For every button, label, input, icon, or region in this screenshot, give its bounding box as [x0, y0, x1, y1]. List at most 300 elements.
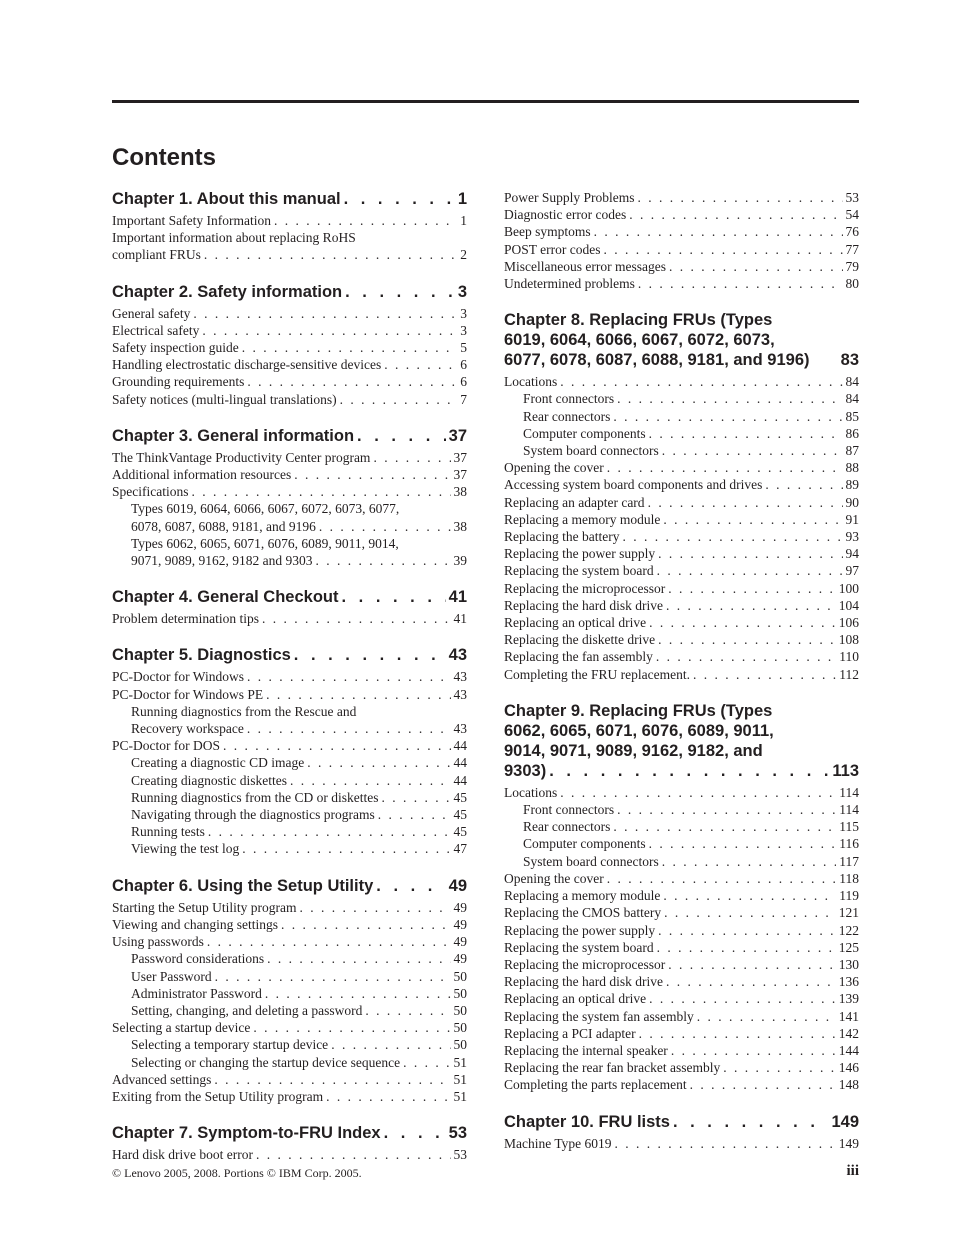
toc-entry-title: Replacing the battery: [504, 529, 620, 545]
dot-leader: [214, 1071, 450, 1088]
dot-leader: [594, 223, 843, 240]
toc-page-number: 54: [845, 207, 859, 223]
toc-entry-title-line: Types 6019, 6064, 6066, 6067, 6072, 6073, 6077,: [131, 501, 400, 517]
toc-entry-title: The ThinkVantage Productivity Center program: [112, 449, 371, 465]
toc-entry[interactable]: [504, 223, 859, 240]
section-gap: [112, 569, 467, 587]
toc-entry[interactable]: [112, 1146, 467, 1163]
dot-leader: [613, 818, 836, 835]
toc-entry[interactable]: [112, 899, 467, 916]
section-gap: [112, 408, 467, 426]
toc-entry-title: 9071, 9089, 9162, 9182 and 9303: [131, 553, 313, 569]
toc-page-number: 49: [453, 899, 467, 915]
toc-page-number: 83: [840, 351, 859, 370]
toc-page-number: 49: [453, 916, 467, 932]
toc-page-number: 43: [448, 646, 467, 665]
toc-page-number: 50: [453, 1020, 467, 1036]
toc-entry-title: Front connectors: [523, 802, 615, 818]
toc-entry[interactable]: [504, 614, 859, 631]
toc-page-number: 139: [838, 991, 859, 1007]
toc-entry-title: Replacing the diskette drive: [504, 632, 656, 648]
toc-entry[interactable]: [504, 818, 859, 835]
toc-page-number: 116: [839, 836, 859, 852]
dot-leader: [262, 610, 451, 627]
toc-entry[interactable]: [504, 648, 859, 665]
toc-page-number: 114: [839, 784, 859, 800]
section-gap: [504, 292, 859, 310]
toc-entry-title: Creating diagnostic diskettes: [131, 772, 287, 788]
toc-page-number: 49: [448, 876, 467, 895]
dot-leader: [638, 275, 843, 292]
page-number: iii: [846, 1163, 859, 1179]
toc-entry-title: Advanced settings: [112, 1071, 212, 1087]
dot-leader: [267, 950, 450, 967]
toc-page-number: 1: [460, 213, 467, 228]
toc-entry-title: Password considerations: [131, 951, 265, 967]
toc-entry[interactable]: [504, 1042, 859, 1059]
toc-entry-title: General safety: [112, 305, 191, 321]
toc-chapter-entry[interactable]: [112, 587, 467, 607]
toc-entry[interactable]: [504, 494, 859, 511]
toc-page-number: 50: [453, 1037, 467, 1053]
toc-entry[interactable]: [112, 1002, 467, 1019]
toc-entry-title-line: Chapter 9. Replacing FRUs (Types: [504, 701, 773, 720]
toc-entry-title: System board connectors: [523, 853, 659, 869]
toc-chapter-entry[interactable]: [112, 426, 467, 446]
dot-leader: [294, 645, 446, 665]
dot-leader: [341, 587, 445, 607]
toc-page-number: 130: [838, 956, 859, 972]
toc-entry-title: Replacing the microprocessor: [504, 580, 666, 596]
toc-entry-title-line: 6019, 6064, 6066, 6067, 6072, 6073,: [504, 331, 775, 350]
toc-entry-title: Opening the cover: [504, 870, 604, 886]
toc-entry[interactable]: [504, 476, 859, 493]
dot-leader: [365, 1002, 450, 1019]
toc-page-number: 37: [453, 449, 467, 465]
dot-leader: [617, 390, 842, 407]
toc-page-number: 49: [453, 934, 467, 950]
dot-leader: [204, 246, 457, 263]
toc-entry-title: Replacing the system fan assembly: [504, 1008, 694, 1024]
toc-page-number: 84: [845, 391, 859, 407]
dot-leader: [693, 666, 836, 683]
toc-page-number: 45: [453, 789, 467, 805]
toc-entry[interactable]: [504, 870, 859, 887]
dot-leader: [344, 189, 455, 209]
toc-page-number: 53: [453, 1147, 467, 1163]
toc-page-number: 50: [453, 968, 467, 984]
toc-page-number: 136: [838, 974, 859, 990]
dot-leader: [247, 668, 451, 685]
toc-entry[interactable]: [112, 772, 467, 789]
toc-entry-title: Chapter 1. About this manual: [112, 190, 341, 208]
toc-entry[interactable]: [504, 801, 859, 818]
toc-entry-title: Miscellaneous error messages: [504, 258, 666, 274]
dot-leader: [657, 562, 843, 579]
dot-leader: [373, 449, 450, 466]
toc-entry[interactable]: [504, 887, 859, 904]
toc-entry-title: 6078, 6087, 6088, 9181, and 9196: [131, 518, 316, 534]
toc-entry-title: Starting the Setup Utility program: [112, 899, 297, 915]
toc-page-number: 146: [838, 1060, 859, 1076]
toc-page-number: 50: [453, 1002, 467, 1018]
toc-entry[interactable]: [504, 528, 859, 545]
dot-leader: [663, 511, 842, 528]
toc-page-number: 108: [838, 632, 859, 648]
toc-entry-title: PC-Doctor for DOS: [112, 738, 220, 754]
toc-page-number: 41: [453, 611, 467, 627]
toc-page-number: 89: [845, 477, 859, 493]
toc-entry-title: Chapter 2. Safety information: [112, 282, 343, 301]
toc-page-number: 3: [457, 282, 467, 301]
toc-entry[interactable]: [504, 904, 859, 921]
toc-entry[interactable]: [504, 973, 859, 990]
toc-entry[interactable]: [112, 305, 467, 322]
toc-entry-title: Machine Type 6019: [504, 1135, 612, 1151]
toc-entry-title: Rear connectors: [523, 819, 611, 835]
toc-entry[interactable]: [112, 212, 467, 229]
dot-leader: [666, 973, 836, 990]
toc-entry-title: Chapter 5. Diagnostics: [112, 646, 291, 665]
dot-leader: [658, 545, 842, 562]
toc-entry[interactable]: [504, 206, 859, 223]
toc-page-number: 39: [453, 553, 467, 569]
dot-leader: [658, 922, 836, 939]
dot-leader: [657, 939, 836, 956]
toc-entry[interactable]: [112, 339, 467, 356]
toc-page-number: 149: [838, 1135, 859, 1151]
toc-entry-title: Running diagnostics from the CD or diskettes: [131, 789, 379, 805]
dot-leader: [256, 1146, 451, 1163]
dot-leader: [376, 876, 445, 896]
toc-entry-title: Chapter 10. FRU lists: [504, 1112, 670, 1131]
dot-leader: [247, 373, 457, 390]
toc-entry[interactable]: [504, 373, 859, 390]
toc-page-number: 110: [839, 649, 859, 665]
toc-entry[interactable]: [112, 1088, 467, 1105]
toc-entry[interactable]: [112, 391, 467, 408]
toc-page-number: 7: [460, 391, 467, 407]
toc-entry[interactable]: [504, 1025, 859, 1042]
toc-entry[interactable]: [112, 968, 467, 985]
toc-entry[interactable]: [112, 823, 467, 840]
toc-chapter-entry[interactable]: [504, 310, 859, 370]
dot-leader: [638, 189, 843, 206]
toc-entry[interactable]: [504, 511, 859, 528]
toc-entry-title: Front connectors: [523, 391, 615, 407]
toc-entry[interactable]: [504, 784, 859, 801]
toc-entry-title: Undetermined problems: [504, 276, 635, 292]
toc-entry-title: Replacing a PCI adapter: [504, 1025, 636, 1041]
toc-entry[interactable]: [504, 442, 859, 459]
toc-entry-title: Running tests: [131, 824, 205, 840]
dot-leader: [384, 1123, 446, 1143]
toc-entry-title: Safety inspection guide: [112, 340, 239, 356]
dot-leader: [607, 459, 843, 476]
toc-entry-title: Specifications: [112, 484, 189, 500]
toc-entry[interactable]: [504, 241, 859, 258]
section-gap: [112, 1105, 467, 1123]
toc-page-number: 45: [453, 807, 467, 823]
dot-leader: [208, 823, 451, 840]
dot-leader: [649, 990, 836, 1007]
toc-entry-title: Replacing the rear fan bracket assembly: [504, 1060, 721, 1076]
toc-page-number: 38: [453, 484, 467, 500]
toc-entry[interactable]: [112, 916, 467, 933]
toc-entry[interactable]: [112, 373, 467, 390]
toc-page-number: 119: [839, 888, 859, 904]
toc-entry-title: Replacing the hard disk drive: [504, 974, 663, 990]
dot-leader: [663, 887, 836, 904]
toc-chapter-entry[interactable]: [112, 282, 467, 302]
dot-leader: [649, 614, 836, 631]
toc-page-number: 6: [460, 357, 467, 373]
toc-entry-title: Replacing an adapter card: [504, 494, 645, 510]
toc-page-number: 104: [838, 597, 859, 613]
toc-entry-title: Chapter 4. General Checkout: [112, 588, 339, 607]
toc-page-number: 41: [448, 588, 467, 607]
toc-entry[interactable]: [112, 933, 467, 950]
toc-page-number: 91: [845, 511, 859, 527]
toc-entry-title: Opening the cover: [504, 460, 604, 476]
dot-leader: [266, 686, 450, 703]
toc-entry-title: Rear connectors: [523, 408, 611, 424]
dot-leader: [316, 552, 451, 569]
toc-entry-title: Creating a diagnostic CD image: [131, 755, 305, 771]
toc-entry[interactable]: [504, 631, 859, 648]
toc-page-number: 45: [453, 824, 467, 840]
toc-entry[interactable]: [504, 1008, 859, 1025]
toc-entry[interactable]: [504, 189, 859, 206]
toc-entry[interactable]: [112, 668, 467, 685]
dot-leader: [607, 870, 837, 887]
toc-entry-title-line: Running diagnostics from the Rescue and: [131, 703, 357, 719]
toc-entry-title: Safety notices (multi-lingual translations): [112, 391, 337, 407]
toc-entry[interactable]: [112, 1019, 467, 1036]
toc-page-number: 1: [457, 190, 467, 208]
dot-leader: [656, 648, 836, 665]
dot-leader: [649, 425, 843, 442]
toc-entry-title: Hard disk drive boot error: [112, 1147, 253, 1163]
toc-entry-title: Replacing the microprocessor: [504, 956, 666, 972]
toc-entry[interactable]: [504, 580, 859, 597]
toc-entry[interactable]: [112, 985, 467, 1002]
toc-entry[interactable]: [112, 737, 467, 754]
dot-leader: [242, 339, 458, 356]
toc-entry-title: 9303): [504, 761, 547, 780]
toc-entry-title: Handling electrostatic discharge-sensitive devices: [112, 357, 382, 373]
dot-leader: [253, 1019, 450, 1036]
toc-entry[interactable]: [504, 853, 859, 870]
toc-entry[interactable]: [504, 408, 859, 425]
dot-leader: [345, 282, 455, 302]
dot-leader: [378, 806, 451, 823]
dot-leader: [662, 442, 843, 459]
toc-left-column: [112, 189, 467, 1163]
dot-leader: [191, 483, 450, 500]
toc-page-number: 43: [453, 721, 467, 737]
toc-page-number: 53: [448, 1124, 467, 1143]
dot-leader: [357, 426, 446, 446]
toc-page-number: 80: [845, 276, 859, 292]
toc-entry-title: Recovery workspace: [131, 721, 244, 737]
toc-entry[interactable]: [112, 229, 467, 263]
toc-entry[interactable]: [504, 425, 859, 442]
toc-entry[interactable]: [112, 754, 467, 771]
dot-leader: [658, 631, 836, 648]
toc-page-number: 6: [460, 374, 467, 390]
dot-leader: [247, 720, 451, 737]
toc-entry-title: Replacing the internal speaker: [504, 1042, 668, 1058]
toc-entry-title: Diagnostic error codes: [504, 207, 627, 223]
toc-page-number: 50: [453, 985, 467, 1001]
toc-entry[interactable]: [504, 258, 859, 275]
toc-entry[interactable]: [504, 562, 859, 579]
toc-page-number: 97: [845, 563, 859, 579]
toc-entry-title: Selecting a startup device: [112, 1020, 251, 1036]
dot-leader: [265, 985, 451, 1002]
toc-entry[interactable]: [504, 1135, 859, 1152]
toc-entry[interactable]: [504, 545, 859, 562]
toc-chapter-entry[interactable]: [112, 1123, 467, 1143]
toc-page-number: 37: [448, 426, 467, 445]
toc-entry-title: Accessing system board components and drives: [504, 477, 763, 493]
toc-entry-title: PC-Doctor for Windows PE: [112, 686, 264, 702]
toc-entry[interactable]: [504, 939, 859, 956]
toc-page-number: 114: [839, 802, 859, 818]
toc-entry[interactable]: [112, 1054, 467, 1071]
dot-leader: [673, 1112, 829, 1132]
toc-page-number: 85: [845, 408, 859, 424]
toc-page-number: 88: [845, 460, 859, 476]
toc-entry-title-line: 9014, 9071, 9089, 9162, 9182, and: [504, 741, 763, 760]
toc-entry-title: Important Safety Information: [112, 213, 271, 228]
toc-entry-title: Administrator Password: [131, 985, 262, 1001]
toc-chapter-entry[interactable]: [504, 701, 859, 781]
toc-entry[interactable]: [504, 390, 859, 407]
toc-entry[interactable]: [112, 686, 467, 703]
toc-entry[interactable]: [112, 1036, 467, 1053]
toc-page-number: 112: [839, 666, 859, 682]
dot-leader: [274, 212, 457, 229]
toc-entry[interactable]: [504, 597, 859, 614]
dot-leader: [223, 737, 451, 754]
toc-entry-title: Replacing the fan assembly: [504, 649, 653, 665]
toc-entry[interactable]: [504, 459, 859, 476]
toc-entry[interactable]: [504, 275, 859, 292]
dot-leader: [193, 305, 457, 322]
toc-entry-title: Replacing the system board: [504, 563, 654, 579]
dot-leader: [215, 968, 451, 985]
toc-page-number: 144: [838, 1042, 859, 1058]
toc-page-number: 115: [839, 819, 859, 835]
dot-leader: [307, 754, 450, 771]
section-gap: [504, 683, 859, 701]
toc-page-number: 118: [839, 870, 859, 886]
toc-entry-title: Locations: [504, 784, 558, 800]
toc-entry-title: Replacing the power supply: [504, 546, 656, 562]
toc-entry-title: 6077, 6078, 6087, 6088, 9181, and 9196): [504, 351, 810, 370]
toc-entry-title: Problem determination tips: [112, 611, 259, 627]
dot-leader: [242, 840, 450, 857]
dot-leader: [639, 1025, 836, 1042]
toc-entry-title: Replacing the system board: [504, 939, 654, 955]
toc-entry-title: Replacing a memory module: [504, 888, 661, 904]
toc-entry-title: Computer components: [523, 836, 646, 852]
toc-entry[interactable]: [504, 956, 859, 973]
toc-entry-title: Chapter 6. Using the Setup Utility: [112, 876, 374, 895]
dot-leader: [331, 1036, 450, 1053]
toc-page-number: 43: [453, 686, 467, 702]
dot-leader: [649, 835, 837, 852]
toc-entry[interactable]: [504, 1059, 859, 1076]
dot-leader: [319, 518, 451, 535]
toc-entry[interactable]: [112, 950, 467, 967]
toc-entry[interactable]: [112, 806, 467, 823]
dot-leader: [617, 801, 836, 818]
toc-chapter-entry[interactable]: [112, 876, 467, 896]
dot-leader: [384, 356, 457, 373]
section-gap: [112, 858, 467, 876]
toc-entry[interactable]: [112, 535, 467, 569]
toc-entry[interactable]: [112, 703, 467, 737]
toc-page-number: 2: [460, 247, 467, 263]
dot-leader: [202, 322, 457, 339]
toc-page-number: 113: [832, 761, 859, 780]
toc-entry[interactable]: [112, 322, 467, 339]
toc-entry-title: Exiting from the Setup Utility program: [112, 1088, 324, 1104]
toc-page-number: 77: [845, 241, 859, 257]
toc-chapter-entry[interactable]: [504, 1112, 859, 1132]
toc-page-number: 79: [845, 258, 859, 274]
toc-page-number: 117: [839, 853, 859, 869]
toc-entry[interactable]: [112, 449, 467, 466]
toc-page-number: 149: [831, 1112, 859, 1131]
toc-page-number: 51: [453, 1071, 467, 1087]
toc-chapter-entry[interactable]: [112, 645, 467, 665]
toc-page-number: 121: [838, 905, 859, 921]
toc-chapter-entry[interactable]: [112, 189, 467, 209]
toc-entry[interactable]: [504, 666, 859, 683]
toc-entry[interactable]: [504, 835, 859, 852]
toc-entry[interactable]: [112, 840, 467, 857]
toc-entry[interactable]: [112, 500, 467, 534]
section-gap: [112, 264, 467, 282]
dot-leader: [648, 494, 843, 511]
toc-page-number: 3: [460, 322, 467, 338]
dot-leader: [560, 784, 836, 801]
toc-page-number: 37: [453, 467, 467, 483]
toc-page-number: 90: [845, 494, 859, 510]
toc-entry[interactable]: [112, 1071, 467, 1088]
toc-entry[interactable]: [112, 610, 467, 627]
toc-entry[interactable]: [504, 922, 859, 939]
toc-entry-title: Beep symptoms: [504, 224, 591, 240]
toc-page-number: 100: [838, 580, 859, 596]
section-gap: [112, 627, 467, 645]
toc-entry[interactable]: [504, 1076, 859, 1093]
dot-leader: [629, 206, 842, 223]
toc-entry[interactable]: [504, 990, 859, 1007]
toc-page-number: 84: [845, 374, 859, 390]
toc-entry[interactable]: [112, 789, 467, 806]
toc-entry[interactable]: [112, 466, 467, 483]
toc-entry[interactable]: [112, 483, 467, 500]
dot-leader: [666, 597, 836, 614]
toc-entry[interactable]: [112, 356, 467, 373]
toc-page-number: 141: [838, 1008, 859, 1024]
dot-leader: [613, 408, 842, 425]
